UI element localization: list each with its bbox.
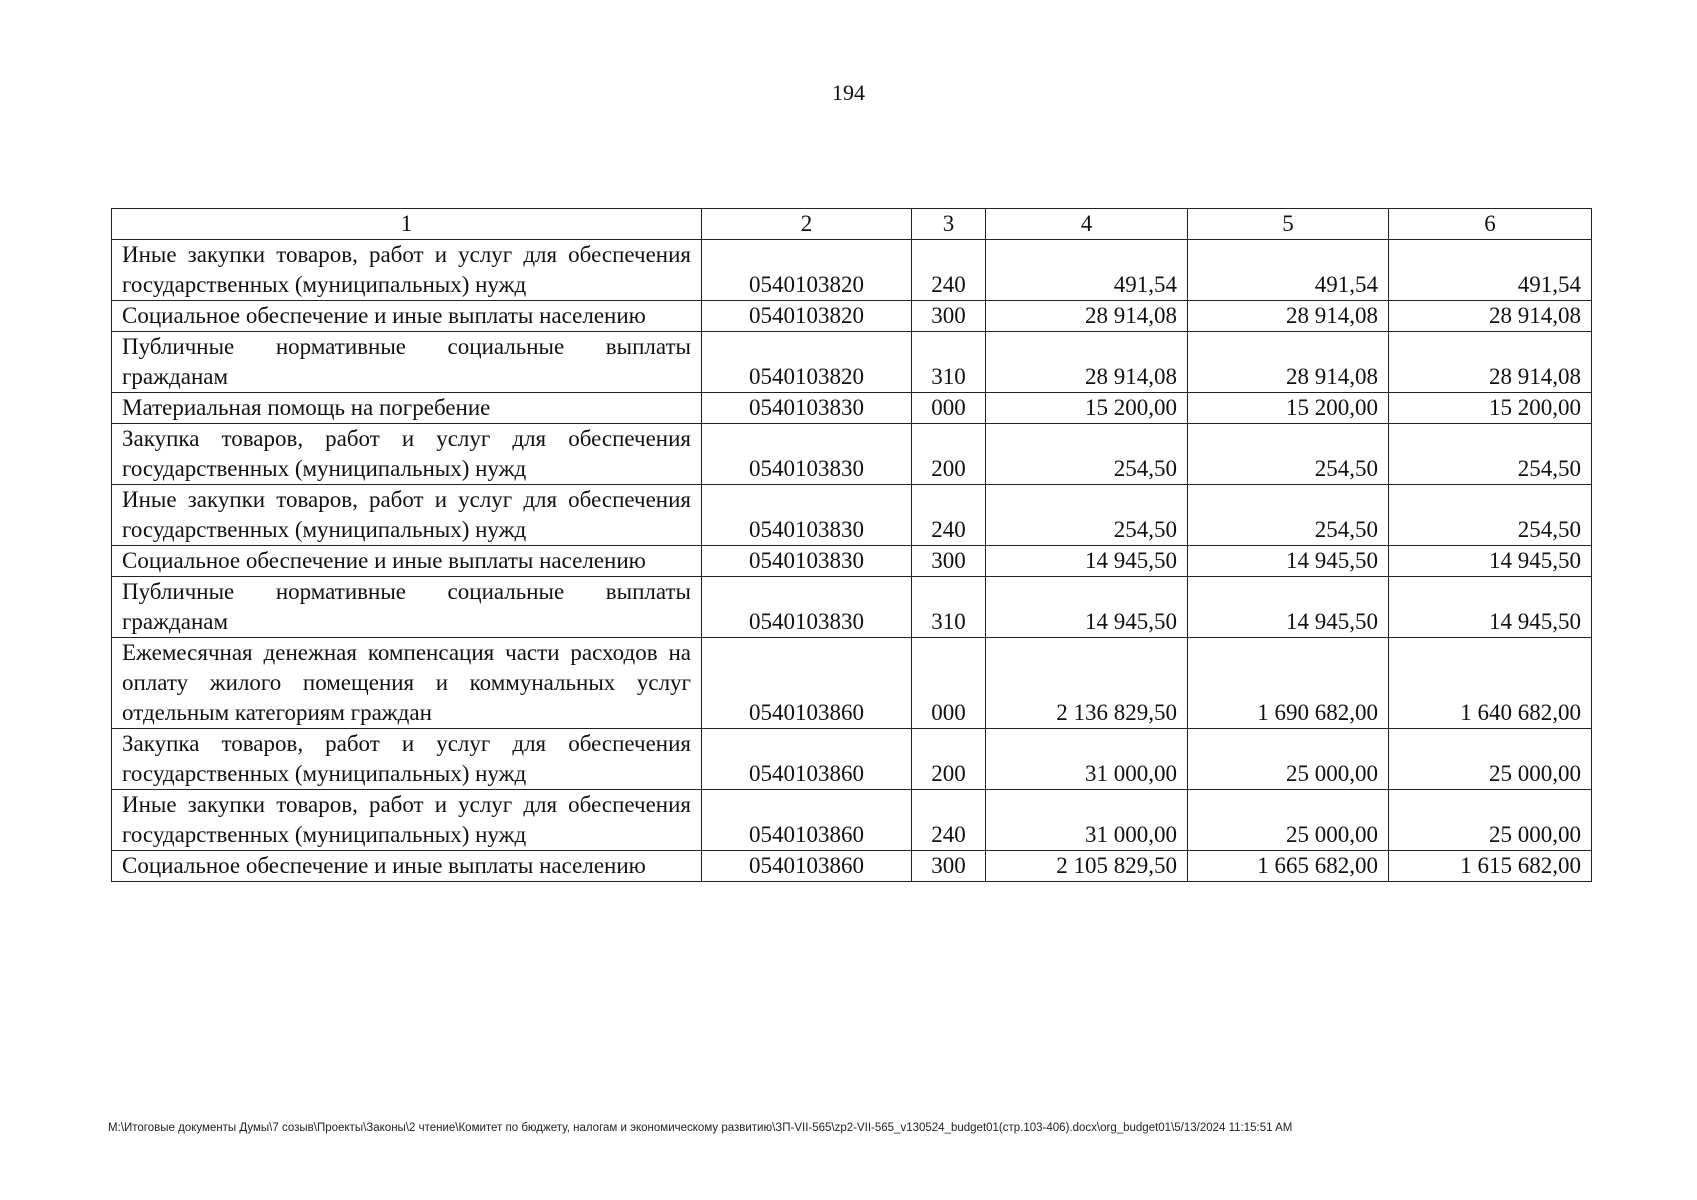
row-name: Иные закупки товаров, работ и услуг для обеспечения государственных (муниципальных) нужд [112,240,702,301]
row-value-col4: 31 000,00 [986,729,1188,790]
table-row [112,301,1592,332]
table-row [112,240,1592,301]
row-type: 300 [912,546,986,577]
row-code: 0540103860 [702,729,912,790]
row-code: 0540103830 [702,424,912,485]
row-value-col5: 1 665 682,00 [1188,851,1389,882]
row-value-col4: 28 914,08 [986,332,1188,393]
row-code: 0540103820 [702,240,912,301]
row-type: 200 [912,729,986,790]
row-code: 0540103860 [702,638,912,729]
row-value-col6: 1 640 682,00 [1389,638,1592,729]
row-type: 310 [912,577,986,638]
row-code: 0540103860 [702,790,912,851]
table-row [112,424,1592,485]
row-value-col4: 2 105 829,50 [986,851,1188,882]
row-name: Публичные нормативные социальные выплаты гражданам [112,332,702,393]
row-value-col5: 25 000,00 [1188,729,1389,790]
row-name: Ежемесячная денежная компенсация части расходов на оплату жилого помещения и коммунальных услуг отдельным категориям граждан [112,638,702,729]
header-col-4: 4 [986,209,1188,240]
header-row [112,209,1592,240]
table-row [112,485,1592,546]
budget-table [111,208,1592,882]
row-value-col6: 28 914,08 [1389,332,1592,393]
row-name: Иные закупки товаров, работ и услуг для обеспечения государственных (муниципальных) нужд [112,485,702,546]
row-value-col4: 28 914,08 [986,301,1188,332]
page-number: 194 [832,80,865,105]
table-row [112,332,1592,393]
row-value-col5: 14 945,50 [1188,546,1389,577]
row-name: Закупка товаров, работ и услуг для обеспечения государственных (муниципальных) нужд [112,424,702,485]
row-value-col6: 491,54 [1389,240,1592,301]
table-row [112,790,1592,851]
row-type: 300 [912,851,986,882]
row-code: 0540103860 [702,851,912,882]
row-name: Социальное обеспечение и иные выплаты населению [112,851,702,882]
row-value-col4: 254,50 [986,424,1188,485]
table-row [112,638,1592,729]
row-type: 240 [912,790,986,851]
row-type: 300 [912,301,986,332]
header-col-2: 2 [702,209,912,240]
row-code: 0540103830 [702,393,912,424]
table-row [112,546,1592,577]
row-value-col4: 31 000,00 [986,790,1188,851]
row-code: 0540103830 [702,485,912,546]
row-value-col4: 254,50 [986,485,1188,546]
header-col-5: 5 [1188,209,1389,240]
row-value-col5: 491,54 [1188,240,1389,301]
row-value-col6: 254,50 [1389,424,1592,485]
row-type: 240 [912,240,986,301]
row-name: Закупка товаров, работ и услуг для обеспечения государственных (муниципальных) нужд [112,729,702,790]
row-value-col6: 25 000,00 [1389,790,1592,851]
row-code: 0540103820 [702,332,912,393]
row-value-col5: 15 200,00 [1188,393,1389,424]
row-value-col5: 28 914,08 [1188,301,1389,332]
row-value-col6: 15 200,00 [1389,393,1592,424]
row-value-col6: 1 615 682,00 [1389,851,1592,882]
row-value-col4: 2 136 829,50 [986,638,1188,729]
row-value-col6: 14 945,50 [1389,577,1592,638]
row-value-col6: 28 914,08 [1389,301,1592,332]
row-name: Социальное обеспечение и иные выплаты населению [112,546,702,577]
header-col-1: 1 [112,209,702,240]
row-value-col5: 14 945,50 [1188,577,1389,638]
row-type: 200 [912,424,986,485]
row-type: 310 [912,332,986,393]
table-row [112,393,1592,424]
row-value-col5: 25 000,00 [1188,790,1389,851]
row-value-col5: 1 690 682,00 [1188,638,1389,729]
row-value-col4: 14 945,50 [986,546,1188,577]
row-value-col4: 491,54 [986,240,1188,301]
row-value-col5: 254,50 [1188,424,1389,485]
row-type: 000 [912,393,986,424]
row-code: 0540103830 [702,546,912,577]
row-type: 240 [912,485,986,546]
row-code: 0540103830 [702,577,912,638]
row-value-col6: 25 000,00 [1389,729,1592,790]
row-name: Социальное обеспечение и иные выплаты населению [112,301,702,332]
row-value-col4: 15 200,00 [986,393,1188,424]
row-value-col4: 14 945,50 [986,577,1188,638]
row-value-col6: 254,50 [1389,485,1592,546]
row-value-col5: 28 914,08 [1188,332,1389,393]
row-value-col5: 254,50 [1188,485,1389,546]
row-code: 0540103820 [702,301,912,332]
table-row [112,729,1592,790]
row-name: Материальная помощь на погребение [112,393,702,424]
table-row [112,577,1592,638]
header-col-6: 6 [1389,209,1592,240]
row-type: 000 [912,638,986,729]
row-name: Публичные нормативные социальные выплаты гражданам [112,577,702,638]
table-row [112,851,1592,882]
row-value-col6: 14 945,50 [1389,546,1592,577]
header-col-3: 3 [912,209,986,240]
file-path-footer: M:\Итоговые документы Думы\7 созыв\Проекты\Законы\2 чтение\Комитет по бюджету, налогам и экономическому развитию\ЗП-VII-565\zp2-VII-565_v130524_budget01(стр.103-406).docx\org_budget01\5/13/2024 11:15:51 AM [108,1122,1293,1134]
row-name: Иные закупки товаров, работ и услуг для обеспечения государственных (муниципальных) нужд [112,790,702,851]
